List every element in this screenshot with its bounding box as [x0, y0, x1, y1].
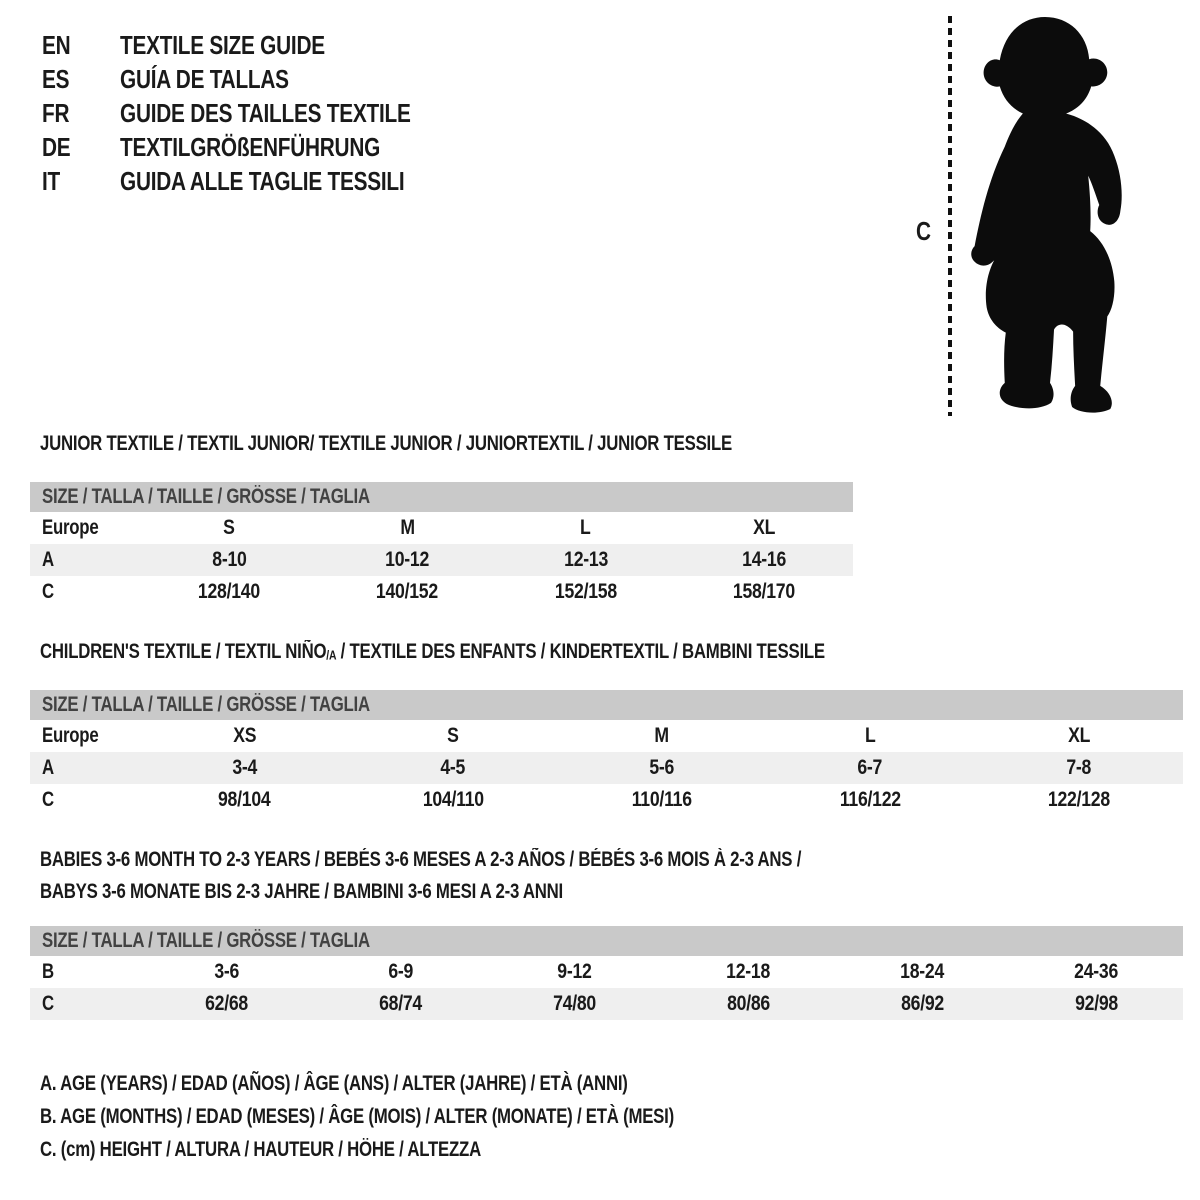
height-cell: 158/170 — [732, 580, 795, 603]
row-label: C — [42, 580, 54, 603]
children-section-heading: CHILDREN'S TEXTILE / TEXTIL NIÑO/A / TEXTILE DES ENFANTS / KINDERTEXTIL / BAMBINI TESSILE — [40, 640, 825, 663]
age-cell: 4-5 — [440, 756, 466, 779]
months-cell: 12-18 — [726, 960, 771, 983]
height-measure-dashed-line — [948, 16, 952, 416]
age-cell: 8-10 — [211, 548, 247, 571]
size-cell: L — [580, 516, 591, 539]
height-cell: 116/122 — [839, 788, 901, 811]
language-row-it — [42, 164, 483, 198]
height-cell: 98/104 — [218, 788, 271, 811]
language-title-block — [42, 28, 483, 198]
age-cell: 3-4 — [231, 756, 257, 779]
children-size-table — [30, 690, 1183, 816]
height-measure-label: C — [916, 216, 931, 246]
language-title: TEXTILGRÖßENFÜHRUNG — [120, 131, 381, 162]
language-row-de — [42, 130, 483, 164]
row-label: B — [42, 960, 54, 983]
height-cell: 110/116 — [631, 788, 692, 811]
size-header-bar: SIZE / TALLA / TAILLE / GRÖSSE / TAGLIA — [30, 690, 1183, 720]
language-code: DE — [42, 131, 71, 162]
language-row-es — [42, 62, 483, 96]
height-cell: 122/128 — [1047, 788, 1110, 811]
size-cell: S — [223, 516, 235, 539]
table-row-age — [30, 544, 853, 576]
table-row-height — [30, 576, 853, 608]
height-cell: 68/74 — [379, 992, 423, 1015]
size-cell: M — [654, 724, 669, 747]
table-row-height — [30, 784, 1183, 816]
height-cell: 62/68 — [205, 992, 249, 1015]
months-cell: 6-9 — [388, 960, 414, 983]
row-label: Europe — [42, 516, 99, 539]
table-row-height — [30, 988, 1183, 1020]
legend-age-months: B. AGE (MONTHS) / EDAD (MESES) / ÂGE (MOIS) / ALTER (MONATE) / ETÀ (MESI) — [40, 1105, 674, 1128]
age-cell: 10-12 — [385, 548, 430, 571]
height-cell: 152/158 — [554, 580, 617, 603]
babies-size-table — [30, 926, 1183, 1020]
height-cell: 92/98 — [1074, 992, 1118, 1015]
language-title: TEXTILE SIZE GUIDE — [120, 29, 325, 60]
age-cell: 7-8 — [1066, 756, 1092, 779]
language-code: ES — [42, 63, 70, 94]
table-row-months — [30, 956, 1183, 988]
age-cell: 5-6 — [649, 756, 674, 779]
language-row-fr — [42, 96, 483, 130]
months-cell: 18-24 — [900, 960, 945, 983]
row-label: C — [42, 992, 54, 1015]
row-label: C — [42, 788, 54, 811]
height-cell: 128/140 — [198, 580, 261, 603]
babies-section-heading-line2: BABYS 3-6 MONATE BIS 2-3 JAHRE / BAMBINI 3-6 MESI A 2-3 ANNI — [40, 880, 563, 903]
table-row-europe — [30, 512, 853, 544]
language-title: GUIDA ALLE TAGLIE TESSILI — [120, 165, 405, 196]
junior-section-heading: JUNIOR TEXTILE / TEXTIL JUNIOR/ TEXTILE JUNIOR / JUNIORTEXTIL / JUNIOR TESSILE — [40, 432, 732, 455]
height-cell: 86/92 — [900, 992, 944, 1015]
language-title: GUIDE DES TAILLES TEXTILE — [120, 97, 411, 128]
toddler-silhouette-icon — [962, 14, 1138, 416]
language-code: EN — [42, 29, 71, 60]
age-cell: 6-7 — [857, 756, 883, 779]
height-cell: 74/80 — [553, 992, 597, 1015]
height-cell: 80/86 — [726, 992, 770, 1015]
months-cell: 3-6 — [214, 960, 240, 983]
language-code: FR — [42, 97, 70, 128]
height-cell: 140/152 — [376, 580, 439, 603]
size-cell: M — [400, 516, 415, 539]
size-cell: XS — [232, 724, 256, 747]
table-row-age — [30, 752, 1183, 784]
size-header-bar: SIZE / TALLA / TAILLE / GRÖSSE / TAGLIA — [30, 482, 853, 512]
language-row-en — [42, 28, 483, 62]
months-cell: 9-12 — [557, 960, 592, 983]
age-cell: 14-16 — [741, 548, 786, 571]
size-cell: S — [447, 724, 459, 747]
size-cell: XL — [752, 516, 775, 539]
row-label: A — [42, 756, 54, 779]
legend-height-cm: C. (cm) HEIGHT / ALTURA / HAUTEUR / HÖHE / ALTEZZA — [40, 1138, 481, 1161]
row-label: Europe — [42, 724, 99, 747]
babies-section-heading-line1: BABIES 3-6 MONTH TO 2-3 YEARS / BEBÉS 3-6 MESES A 2-3 AÑOS / BÉBÉS 3-6 MOIS À 2-3 ANS / — [40, 848, 802, 871]
table-row-europe — [30, 720, 1183, 752]
size-cell: L — [864, 724, 876, 747]
heading-subscript: /A — [326, 647, 337, 663]
height-cell: 104/110 — [422, 788, 484, 811]
language-title: GUÍA DE TALLAS — [120, 63, 289, 94]
age-cell: 12-13 — [563, 548, 608, 571]
row-label: A — [42, 548, 54, 571]
language-code: IT — [42, 165, 61, 196]
legend-age-years: A. AGE (YEARS) / EDAD (AÑOS) / ÂGE (ANS) / ALTER (JAHRE) / ETÀ (ANNI) — [40, 1072, 628, 1095]
junior-size-table — [30, 482, 853, 608]
months-cell: 24-36 — [1074, 960, 1118, 983]
size-header-bar: SIZE / TALLA / TAILLE / GRÖSSE / TAGLIA — [30, 926, 1183, 956]
size-cell: XL — [1067, 724, 1090, 747]
